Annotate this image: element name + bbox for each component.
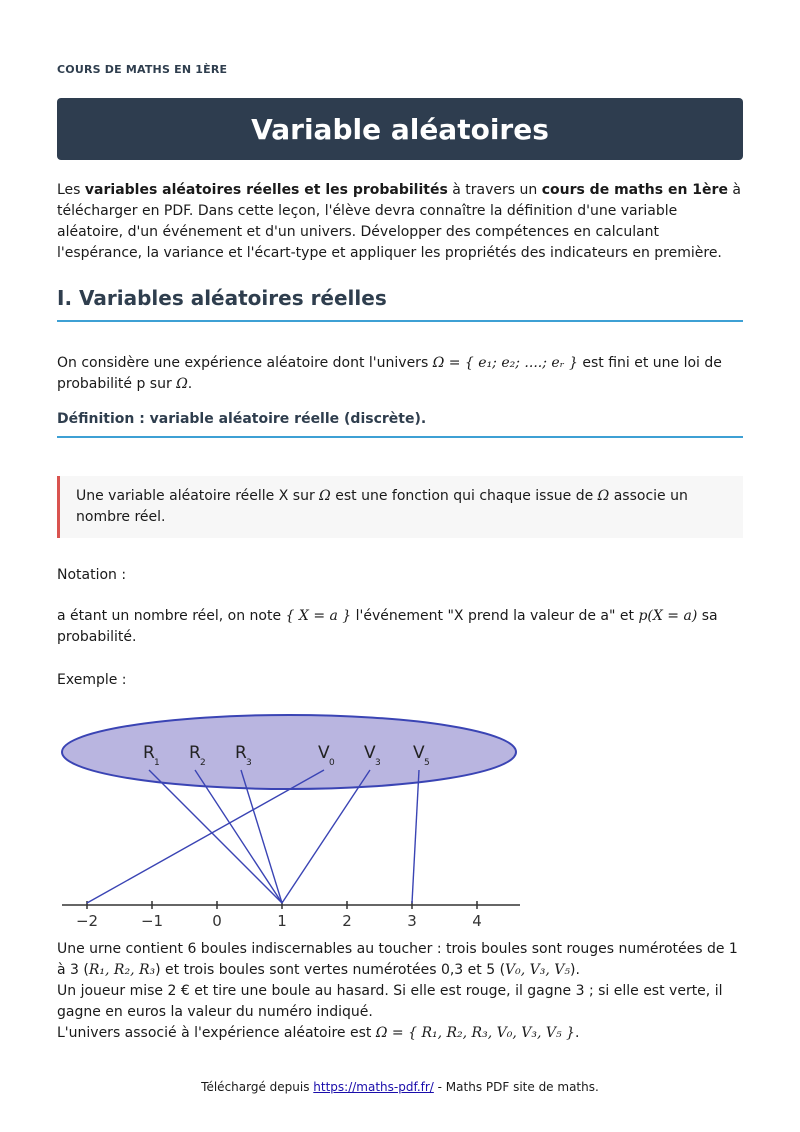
omega-symbol: Ω bbox=[176, 376, 188, 392]
axis-tick-label: 3 bbox=[407, 912, 417, 930]
footer-link[interactable]: https://maths-pdf.fr/ bbox=[313, 1080, 434, 1094]
footer-text-1: Téléchargé depuis bbox=[201, 1080, 314, 1094]
notation-paragraph bbox=[57, 606, 743, 648]
ball-index: 0 bbox=[329, 758, 335, 768]
axis-tick-label: −1 bbox=[140, 912, 164, 930]
ball-index: 2 bbox=[200, 758, 206, 768]
omega-symbol: Ω bbox=[319, 488, 331, 504]
mapping-line bbox=[195, 770, 282, 903]
notation-math-1: { X = a } bbox=[285, 608, 352, 624]
random-variable-diagram bbox=[57, 708, 527, 938]
axis-tick-label: 1 bbox=[277, 912, 287, 930]
ball-index: 1 bbox=[154, 758, 160, 768]
def-text-1: Une variable aléatoire réelle X sur bbox=[76, 488, 320, 504]
univers-text-3: . bbox=[187, 376, 193, 392]
univers-math: Ω = { e₁; e₂; ....; eᵣ } bbox=[432, 355, 578, 371]
axis-tick-label: 2 bbox=[342, 912, 352, 930]
urne-line-2: Un joueur mise 2 € et tire une boule au hasard. Si elle est rouge, il gagne 3 ; si elle est verte, il gagne en euros la valeur du numéro indiqué. bbox=[57, 983, 723, 1020]
urne-text-4: L'univers associé à l'expérience aléatoire est bbox=[57, 1025, 376, 1041]
univers-text-1: On considère une expérience aléatoire dont l'univers bbox=[57, 355, 433, 371]
title-banner bbox=[57, 98, 743, 160]
ball-index: 5 bbox=[424, 758, 430, 768]
intro-bold-2: cours de maths en 1ère bbox=[541, 182, 728, 198]
ball-label: R bbox=[189, 743, 201, 763]
footer bbox=[57, 1080, 743, 1094]
ball-index: 3 bbox=[246, 758, 252, 768]
definition-box bbox=[57, 476, 743, 538]
urne-math-3: Ω = { R₁, R₂, R₃, V₀, V₃, V₅ } bbox=[375, 1025, 575, 1041]
mapping-line bbox=[87, 770, 324, 903]
univers-text-2: est fini et une loi de probabilité p sur bbox=[57, 355, 722, 392]
urne-math-1: R₁, R₂, R₃ bbox=[88, 962, 156, 978]
page-title: Variable aléatoires bbox=[251, 112, 549, 146]
definition-text bbox=[76, 486, 727, 528]
ball-label: V bbox=[364, 743, 376, 763]
axis-tick-label: 4 bbox=[472, 912, 482, 930]
notation-text-1: a étant un nombre réel, on note bbox=[57, 608, 286, 624]
ball-index: 3 bbox=[375, 758, 381, 768]
section-heading: I. Variables aléatoires réelles bbox=[57, 286, 743, 322]
omega-symbol: Ω bbox=[597, 488, 610, 504]
axis-tick-label: −2 bbox=[75, 912, 99, 930]
intro-bold-1: variables aléatoires réelles et les probabilités bbox=[84, 182, 448, 198]
urne-text-5: . bbox=[574, 1025, 580, 1041]
ball-label: V bbox=[318, 743, 330, 763]
urne-paragraph bbox=[57, 939, 743, 1044]
univers-paragraph bbox=[57, 353, 743, 395]
urne-text-1: Une urne contient 6 boules indiscernables au toucher : trois boules sont rouges numérotées de 1 à 3 ( bbox=[57, 941, 738, 978]
intro-text-1: Les bbox=[57, 182, 85, 198]
exemple-label: Exemple : bbox=[57, 672, 127, 688]
ball-label: R bbox=[143, 743, 155, 763]
def-text-3: associe un nombre réel. bbox=[76, 488, 688, 525]
notation-text-3: sa probabilité. bbox=[57, 608, 718, 645]
intro-text-2: à travers un bbox=[447, 182, 542, 198]
urn-ellipse bbox=[62, 715, 516, 789]
urne-text-2: ) et trois boules sont vertes numérotées 0,3 et 5 ( bbox=[155, 962, 506, 978]
urne-line-1 bbox=[57, 939, 743, 981]
notation-label: Notation : bbox=[57, 567, 127, 583]
axis-tick-label: 0 bbox=[212, 912, 222, 930]
course-label: COURS DE MATHS EN 1ÈRE bbox=[57, 63, 228, 76]
urne-line-3 bbox=[57, 1023, 743, 1044]
ball-label: V bbox=[413, 743, 425, 763]
ball-label: R bbox=[235, 743, 247, 763]
intro-text-3: à télécharger en PDF. Dans cette leçon, l'élève devra connaître la définition d'une variable aléatoire, d'un événement et d'un univers. Développer des compétences en calculant l'espérance, la variance et l'écart-type et appliquer les propriétés des indicateurs en première. bbox=[57, 182, 741, 261]
definition-title: Définition : variable aléatoire réelle (discrète). bbox=[57, 411, 743, 438]
def-text-2: est une fonction qui chaque issue de bbox=[330, 488, 598, 504]
notation-math-2: p(X = a) bbox=[638, 608, 698, 624]
notation-text-2: l'événement "X prend la valeur de a" et bbox=[351, 608, 639, 624]
intro-paragraph bbox=[57, 180, 743, 264]
urne-math-2: V₀, V₃, V₅ bbox=[505, 962, 570, 978]
mapping-line bbox=[412, 770, 419, 903]
footer-text-2: - Maths PDF site de maths. bbox=[433, 1080, 599, 1094]
urne-text-3: ). bbox=[570, 962, 580, 978]
